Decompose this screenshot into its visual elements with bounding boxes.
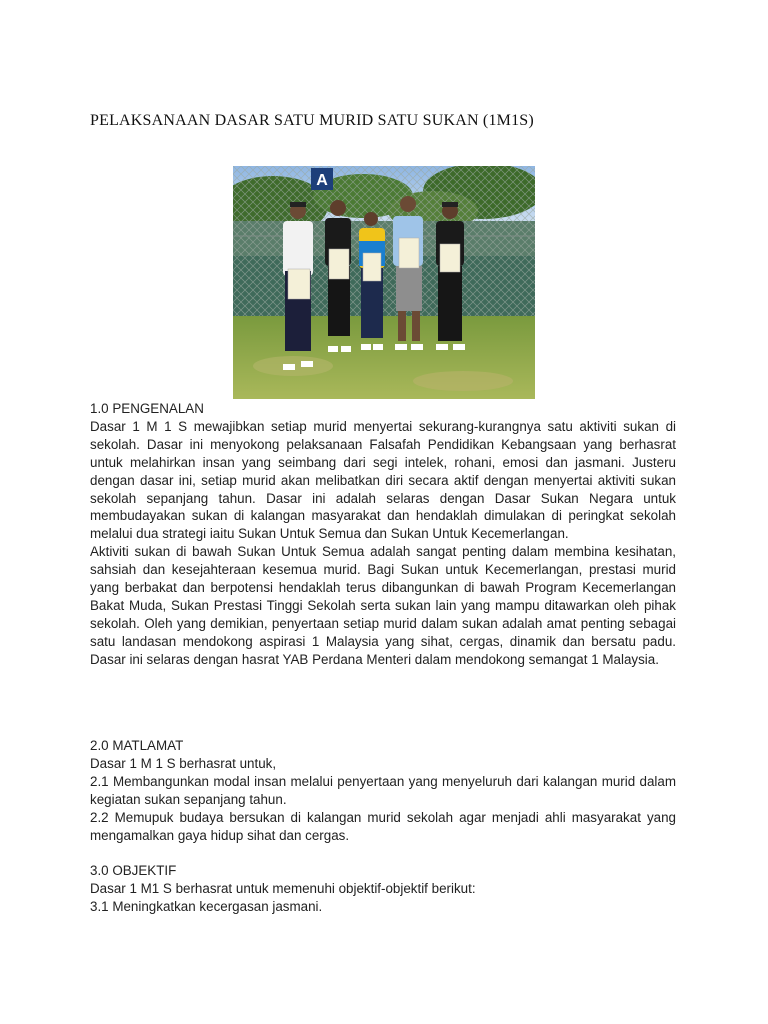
photo-image	[233, 166, 535, 399]
section-pengenalan	[90, 400, 676, 669]
student-5	[436, 202, 465, 350]
paragraph: Dasar 1 M 1 S mewajibkan setiap murid menyertai sekurang-kurangnya satu aktiviti sukan di sekolah. Dasar ini menyokong pelaksanaan Falsafah Pendidikan Kebangsaan yang berhasrat untuk melahirkan insan yang seimbang dari segi intelek, rohani, emosi dan jasmani. Justeru dengan dasar ini, setiap murid akan melibatkan diri secara aktif dengan menyertai aktiviti sukan sekolah sepanjang tahun. Dasar ini adalah selaras dengan Dasar Sukan Negara untuk membudayakan sukan di kalangan masyarakat dan hendaklah dimulakan di peringkat sekolah melalui dua strategi iaitu Sukan Untuk Semua dan Sukan Untuk Kecemerlangan.	[90, 418, 676, 542]
court-sign-letter: A	[316, 172, 328, 189]
student-2	[325, 200, 351, 352]
student-1	[283, 202, 313, 370]
section-objektif	[90, 862, 676, 916]
document-title: PELAKSANAAN DASAR SATU MURID SATU SUKAN (1M1S)	[90, 112, 534, 129]
student-3	[359, 212, 385, 350]
section-matlamat	[90, 737, 676, 844]
list-item: 2.2 Memupuk budaya bersukan di kalangan murid sekolah agar menjadi ahli masyarakat yang mengamalkan gaya hidup sihat dan cergas.	[90, 809, 676, 843]
section-heading: 1.0 PENGENALAN	[90, 401, 204, 416]
section-heading: 3.0 OBJEKTIF	[90, 863, 177, 878]
list-item: 2.1 Membangunkan modal insan melalui penyertaan yang menyeluruh dari kalangan murid dalam kegiatan sukan sepanjang tahun.	[90, 773, 676, 807]
section-intro: Dasar 1 M1 S berhasrat untuk memenuhi objektif-objektif berikut:	[90, 880, 476, 896]
students-photo	[233, 166, 535, 399]
paragraph: Aktiviti sukan di bawah Sukan Untuk Semua adalah sangat penting dalam membina kesihatan, sahsiah dan kesejahteraan kesemua murid. Bagi Sukan untuk Kecemerlangan, prestasi murid yang berbakat dan berpotensi hendaklah terus dibangunkan di bawah Program Kecemerlangan Bakat Muda, Sukan Prestasi Tinggi Sekolah serta sukan lain yang mampu ditawarkan oleh pihak sekolah. Oleh yang demikian, penyertaan setiap murid dalam sukan adalah amat penting sebagai satu landasan mendokong aspirasi 1 Malaysia yang sihat, cergas, dinamik dan bersatu padu. Dasar ini selaras dengan hasrat YAB Perdana Menteri dalam mendokong semangat 1 Malaysia.	[90, 544, 676, 667]
section-heading: 2.0 MATLAMAT	[90, 738, 184, 753]
section-intro: Dasar 1 M 1 S berhasrat untuk,	[90, 755, 277, 771]
list-item: 3.1 Meningkatkan kecergasan jasmani.	[90, 898, 323, 914]
